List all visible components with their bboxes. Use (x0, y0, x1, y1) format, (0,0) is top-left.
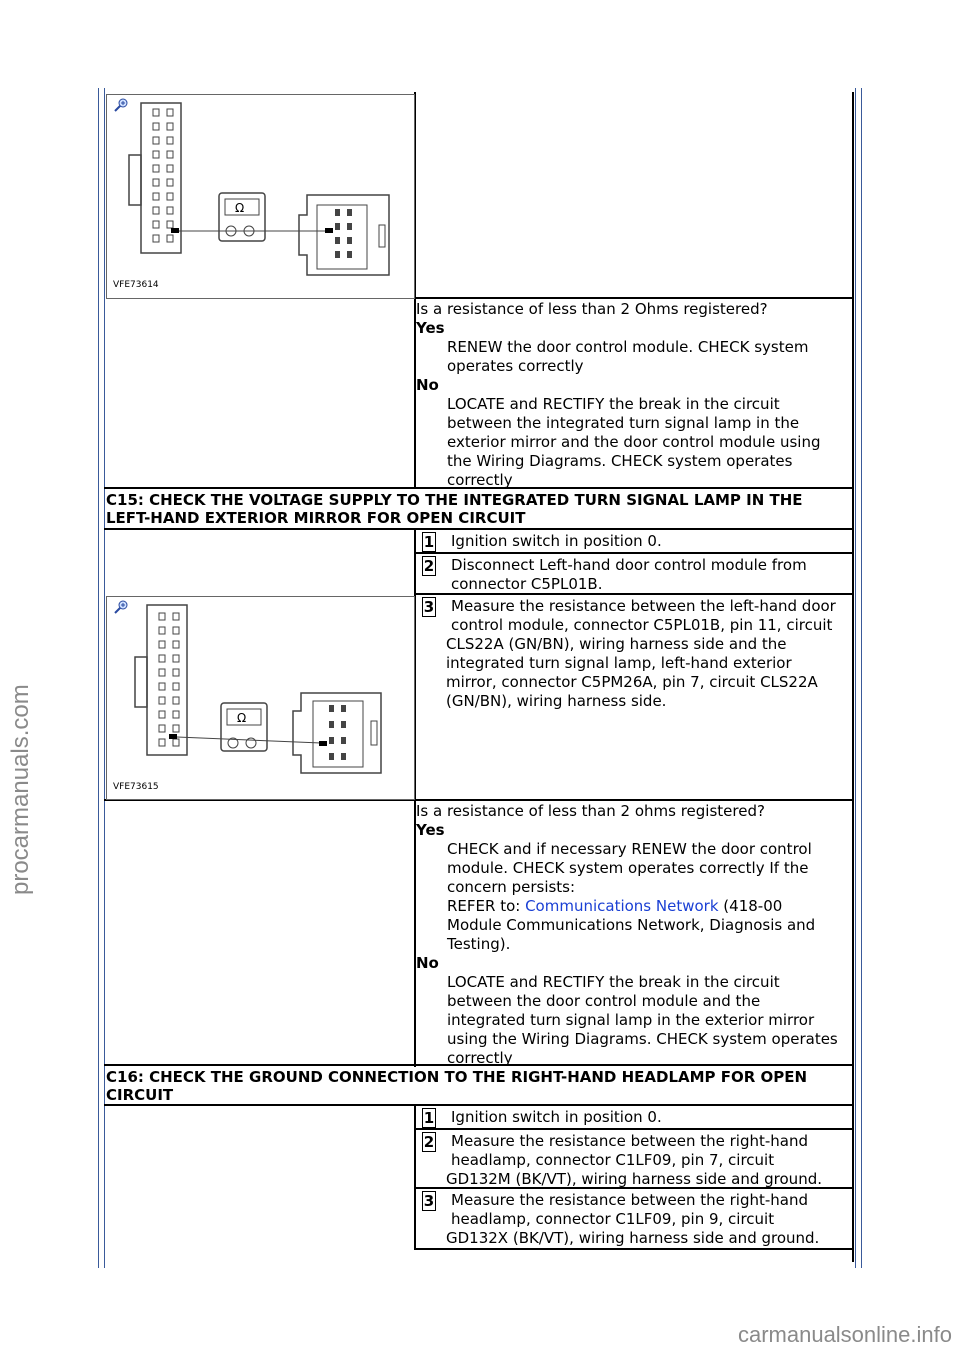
step-line: integrated turn signal lamp, left-hand exterior (446, 654, 792, 672)
question-text: Is a resistance of less than 2 Ohms registered? (416, 300, 768, 318)
no-line: correctly (447, 1049, 513, 1067)
step-line: (GN/BN), wiring harness side. (446, 692, 667, 710)
zoom-icon[interactable] (113, 599, 129, 615)
step-number: 2 (423, 557, 435, 575)
no-line: correctly (447, 471, 513, 489)
frame-left-line (98, 88, 99, 1268)
yes-line: module. CHECK system operates correctly If the (447, 859, 809, 877)
step-number: 3 (423, 598, 435, 616)
no-line: integrated turn signal lamp in the exterior mirror (447, 1011, 815, 1029)
refer-line (416, 897, 856, 916)
step-line: mirror, connector C5PM26A, pin 7, circuit CLS22A (446, 673, 818, 691)
no-label: No (416, 954, 439, 972)
row-divider (414, 1128, 854, 1130)
step-line: GD132M (BK/VT), wiring harness side and ground. (446, 1170, 822, 1188)
no-line: using the Wiring Diagrams. CHECK system operates (447, 1030, 838, 1048)
step-number: 2 (423, 1133, 435, 1151)
no-line: exterior mirror and the door control module using (447, 433, 821, 451)
yes-line: operates correctly (447, 357, 584, 375)
table-right-border (852, 92, 854, 1262)
no-line: between the door control module and the (447, 992, 761, 1010)
step-number: 1 (423, 1109, 435, 1127)
step-number: 3 (423, 1192, 435, 1210)
connector-diagram (107, 597, 414, 799)
figure-caption: VFE73614 (113, 280, 159, 290)
yes-line: RENEW the door control module. CHECK system (447, 338, 809, 356)
step-3 (418, 597, 852, 711)
row-divider (414, 552, 854, 554)
refer-line: Module Communications Network, Diagnosis and (447, 916, 816, 934)
heading-line: C15: CHECK THE VOLTAGE SUPPLY TO THE INTEGRATED TURN SIGNAL LAMP IN THE (106, 491, 803, 509)
communications-network-link[interactable]: Communications Network (525, 897, 719, 915)
heading-line: CIRCUIT (106, 1086, 174, 1104)
step-line: Ignition switch in position 0. (451, 1108, 662, 1126)
step-line: Measure the resistance between the right-hand (451, 1132, 808, 1150)
connector-diagram (107, 95, 414, 298)
col-divider (414, 1105, 416, 1250)
refer-line: Testing). (447, 935, 511, 953)
step-line: connector C5PL01B. (451, 575, 603, 593)
frame-right-line (855, 88, 856, 1268)
svg-text:Ω: Ω (237, 711, 247, 725)
frame-left-line-2 (104, 88, 105, 1268)
yes-line: concern persists: (447, 878, 576, 896)
step-line: headlamp, connector C1LF09, pin 9, circuit (451, 1210, 775, 1228)
step-line: GD132X (BK/VT), wiring harness side and ground. (446, 1229, 820, 1247)
step-1 (418, 532, 852, 551)
wiring-figure-2 (106, 596, 415, 800)
row-divider (414, 1248, 854, 1250)
no-line: the Wiring Diagrams. CHECK system operates (447, 452, 793, 470)
section-heading-c15 (106, 491, 846, 527)
figure-caption: VFE73615 (113, 782, 159, 792)
row-divider (414, 297, 854, 299)
question-text: Is a resistance of less than 2 ohms registered? (416, 802, 765, 820)
heading-line: LEFT-HAND EXTERIOR MIRROR FOR OPEN CIRCUIT (106, 509, 526, 527)
yes-label: Yes (416, 319, 445, 337)
step-number: 1 (423, 533, 435, 551)
no-line: between the integrated turn signal lamp in the (447, 414, 800, 432)
yes-label: Yes (416, 821, 445, 839)
svg-text:Ω: Ω (235, 201, 245, 215)
step-line: headlamp, connector C1LF09, pin 7, circuit (451, 1151, 775, 1169)
footer-watermark: carmanualsonline.info (737, 1322, 952, 1347)
wiring-figure-1 (106, 94, 415, 299)
step-line: Ignition switch in position 0. (451, 532, 662, 550)
row-divider (104, 1104, 854, 1106)
step-line: Disconnect Left-hand door control module from (451, 556, 807, 574)
side-watermark: procarmanuals.com (7, 684, 34, 895)
heading-line: C16: CHECK THE GROUND CONNECTION TO THE RIGHT-HAND HEADLAMP FOR OPEN (106, 1068, 808, 1086)
refer-suffix: (418-00 (718, 897, 783, 915)
refer-prefix: REFER to: (447, 897, 526, 915)
question-block-1 (416, 300, 852, 490)
no-line: LOCATE and RECTIFY the break in the circuit (447, 395, 780, 413)
row-divider (104, 528, 854, 530)
step-line: Measure the resistance between the right-hand (451, 1191, 808, 1209)
frame-right-line-2 (861, 88, 862, 1268)
section-heading-c16 (106, 1068, 846, 1104)
no-line: LOCATE and RECTIFY the break in the circuit (447, 973, 780, 991)
step-line: control module, connector C5PL01B, pin 11, circuit (451, 616, 833, 634)
no-label: No (416, 376, 439, 394)
step-1 (418, 1108, 852, 1127)
step-2 (418, 1132, 852, 1189)
step-3 (418, 1191, 852, 1248)
zoom-icon[interactable] (113, 97, 129, 113)
yes-line: CHECK and if necessary RENEW the door control (447, 840, 812, 858)
step-2 (418, 556, 852, 594)
question-block-2 (416, 802, 856, 1068)
step-line: CLS22A (GN/BN), wiring harness side and the (446, 635, 787, 653)
step-line: Measure the resistance between the left-hand door (451, 597, 836, 615)
